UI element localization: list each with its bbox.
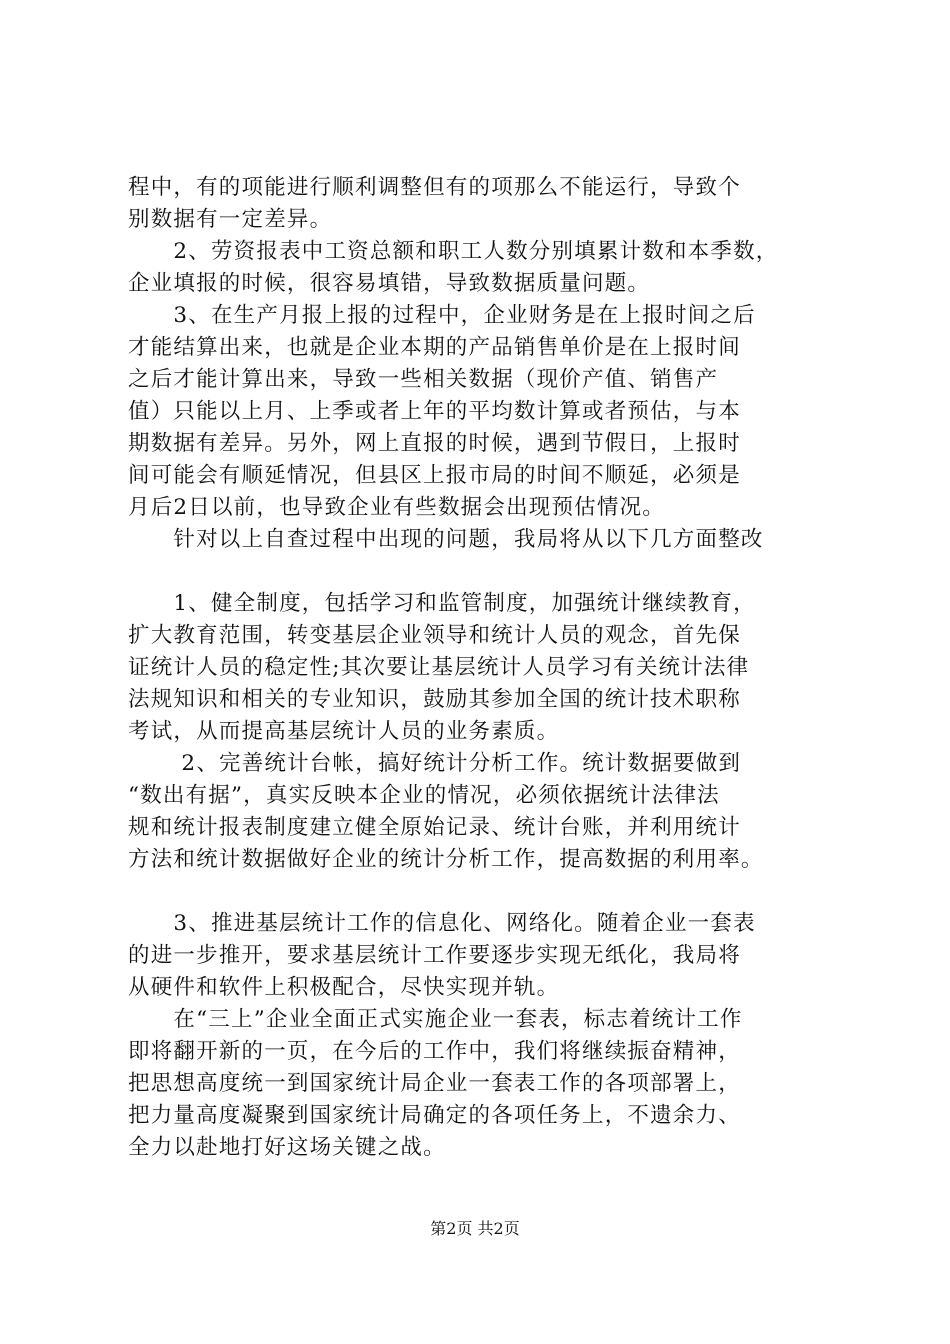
blank-line (128, 876, 848, 908)
text-line: 月后2日以前，也导致企业有些数据会出现预估情况。 (128, 495, 665, 520)
text-line: 在“三上”企业全面正式实施企业一套表，标志着统计工作 (128, 1007, 743, 1032)
text-line: 把思想高度统一到国家统计局企业一套表工作的各项部署上， (128, 1071, 741, 1096)
text-line: 别数据有一定差异。 (128, 207, 333, 232)
text-line: 才能结算出来，也就是企业本期的产品销售单价是在上报时间 (128, 335, 741, 360)
text-line: 企业填报的时候，很容易填错，导致数据质量问题。 (128, 271, 651, 296)
text-line: 2、劳资报表中工资总额和职工人数分别填累计数和本季数， (128, 239, 779, 264)
text-line: 规和统计报表制度建立健全原始记录、统计台账，并利用统计 (128, 815, 741, 840)
text-line: 2、完善统计台帐，搞好统计分析工作。统计数据要做到 (128, 751, 742, 776)
text-line: 法规知识和相关的专业知识，鼓励其参加全国的统计技术职称 (128, 687, 741, 712)
text-line: 即将翻开新的一页，在今后的工作中，我们将继续振奋精神， (128, 1039, 741, 1064)
blank-line (128, 556, 848, 588)
text-line: 3、推进基层统计工作的信息化、网络化。随着企业一套表 (128, 911, 756, 936)
text-line: 针对以上自查过程中出现的问题，我局将从以下几方面整改 (128, 527, 764, 552)
text-line: 证统计人员的稳定性;其次要让基层统计人员学习有关统计法律 (128, 655, 750, 680)
text-line: 程中，有的项能进行顺利调整但有的项那么不能运行，导致个 (128, 175, 741, 200)
text-line: 间可能会有顺延情况，但县区上报市局的时间不顺延，必须是 (128, 463, 741, 488)
text-line: 考试，从而提高基层统计人员的业务素质。 (128, 719, 560, 744)
text-line: 扩大教育范围，转变基层企业领导和统计人员的观念，首先保 (128, 623, 741, 648)
page-number: 第2页 共2页 (430, 1219, 520, 1238)
text-line: 的进一步推开，要求基层统计工作要逐步实现无纸化，我局将 (128, 943, 741, 968)
text-line: 方法和统计数据做好企业的统计分析工作，提高数据的利用率。 (128, 847, 764, 872)
text-line: 值）只能以上月、上季或者上年的平均数计算或者预估，与本 (128, 399, 741, 424)
text-line: 3、在生产月报上报的过程中，企业财务是在上报时间之后 (128, 303, 756, 328)
text-line: 全力以赴地打好这场关键之战。 (128, 1135, 446, 1160)
text-line: 之后才能计算出来，导致一些相关数据（现价产值、销售产 (128, 367, 719, 392)
text-line: 1、健全制度，包括学习和监管制度，加强统计继续教育， (128, 591, 756, 616)
text-line: 把力量高度凝聚到国家统计局确定的各项任务上，不遗余力、 (128, 1103, 741, 1128)
document-body (128, 172, 848, 1164)
text-line: 从硬件和软件上积极配合，尽快实现并轨。 (128, 975, 560, 1000)
text-line: 期数据有差异。另外，网上直报的时候，遇到节假日，上报时 (128, 431, 741, 456)
text-line: “数出有据”，真实反映本企业的情况，必须依据统计法律法 (128, 783, 720, 808)
